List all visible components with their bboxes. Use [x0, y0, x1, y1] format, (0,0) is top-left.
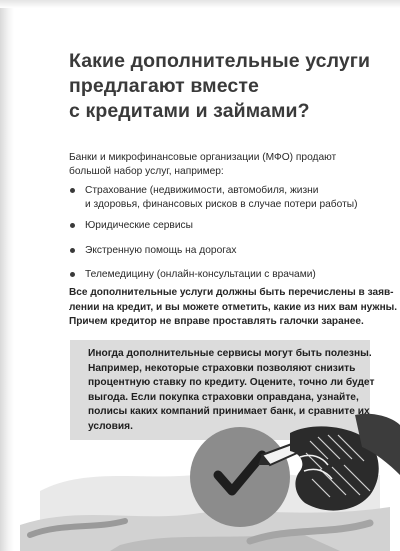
note-line: Причем кредитор не вправе проставлять галочки заранее.	[69, 316, 364, 327]
list-item	[69, 219, 374, 233]
list-item	[69, 268, 374, 282]
list-item-line: Юридические сервисы	[85, 220, 193, 231]
title-line: предлагают вместе	[69, 75, 259, 97]
list-item	[69, 244, 374, 258]
services-list	[69, 184, 374, 292]
title-line: Какие дополнительные услуги	[69, 50, 371, 72]
list-item-line: Экстренную помощь на дорогах	[85, 244, 237, 256]
list-item-line: Телемедицину (онлайн-консультации с врачами)	[85, 269, 316, 280]
callout-line: процентную ставку по кредиту. Оцените, точно ли будет	[88, 377, 375, 388]
list-item-line: Страхование (недвижимости, автомобиля, жизни	[85, 185, 319, 196]
bullet-icon	[70, 223, 75, 228]
page-title	[69, 49, 389, 124]
list-item	[69, 184, 374, 211]
callout-line: выгода. Если покупка страховки оправдана, узнайте,	[88, 391, 359, 403]
note-line: лении на кредит, и вы можете отметить, какие из них вам нужны.	[69, 301, 398, 313]
callout-line: условия.	[88, 420, 133, 432]
callout-line: полисы каких компаний принимает банк, и сравните их	[88, 406, 370, 417]
bullet-icon	[70, 272, 75, 277]
title-line: с кредитами и займами?	[69, 100, 310, 122]
intro-line: большой набор услуг, например:	[69, 165, 224, 177]
intro-paragraph	[69, 151, 369, 178]
bullet-icon	[70, 188, 75, 193]
intro-line: Банки и микрофинансовые организации (МФО) продают	[69, 152, 337, 163]
note-line: Все дополнительные услуги должны быть перечислены в заяв-	[69, 287, 394, 298]
callout-line: Иногда дополнительные сервисы могут быть полезны.	[88, 348, 372, 359]
callout-paragraph	[88, 347, 375, 434]
list-item-line: и здоровья, финансовых рисков в случае потери работы)	[85, 198, 358, 210]
callout-line: Например, некоторые страховки позволяют снизить	[88, 362, 356, 374]
bullet-icon	[70, 248, 75, 253]
note-paragraph	[69, 286, 398, 330]
